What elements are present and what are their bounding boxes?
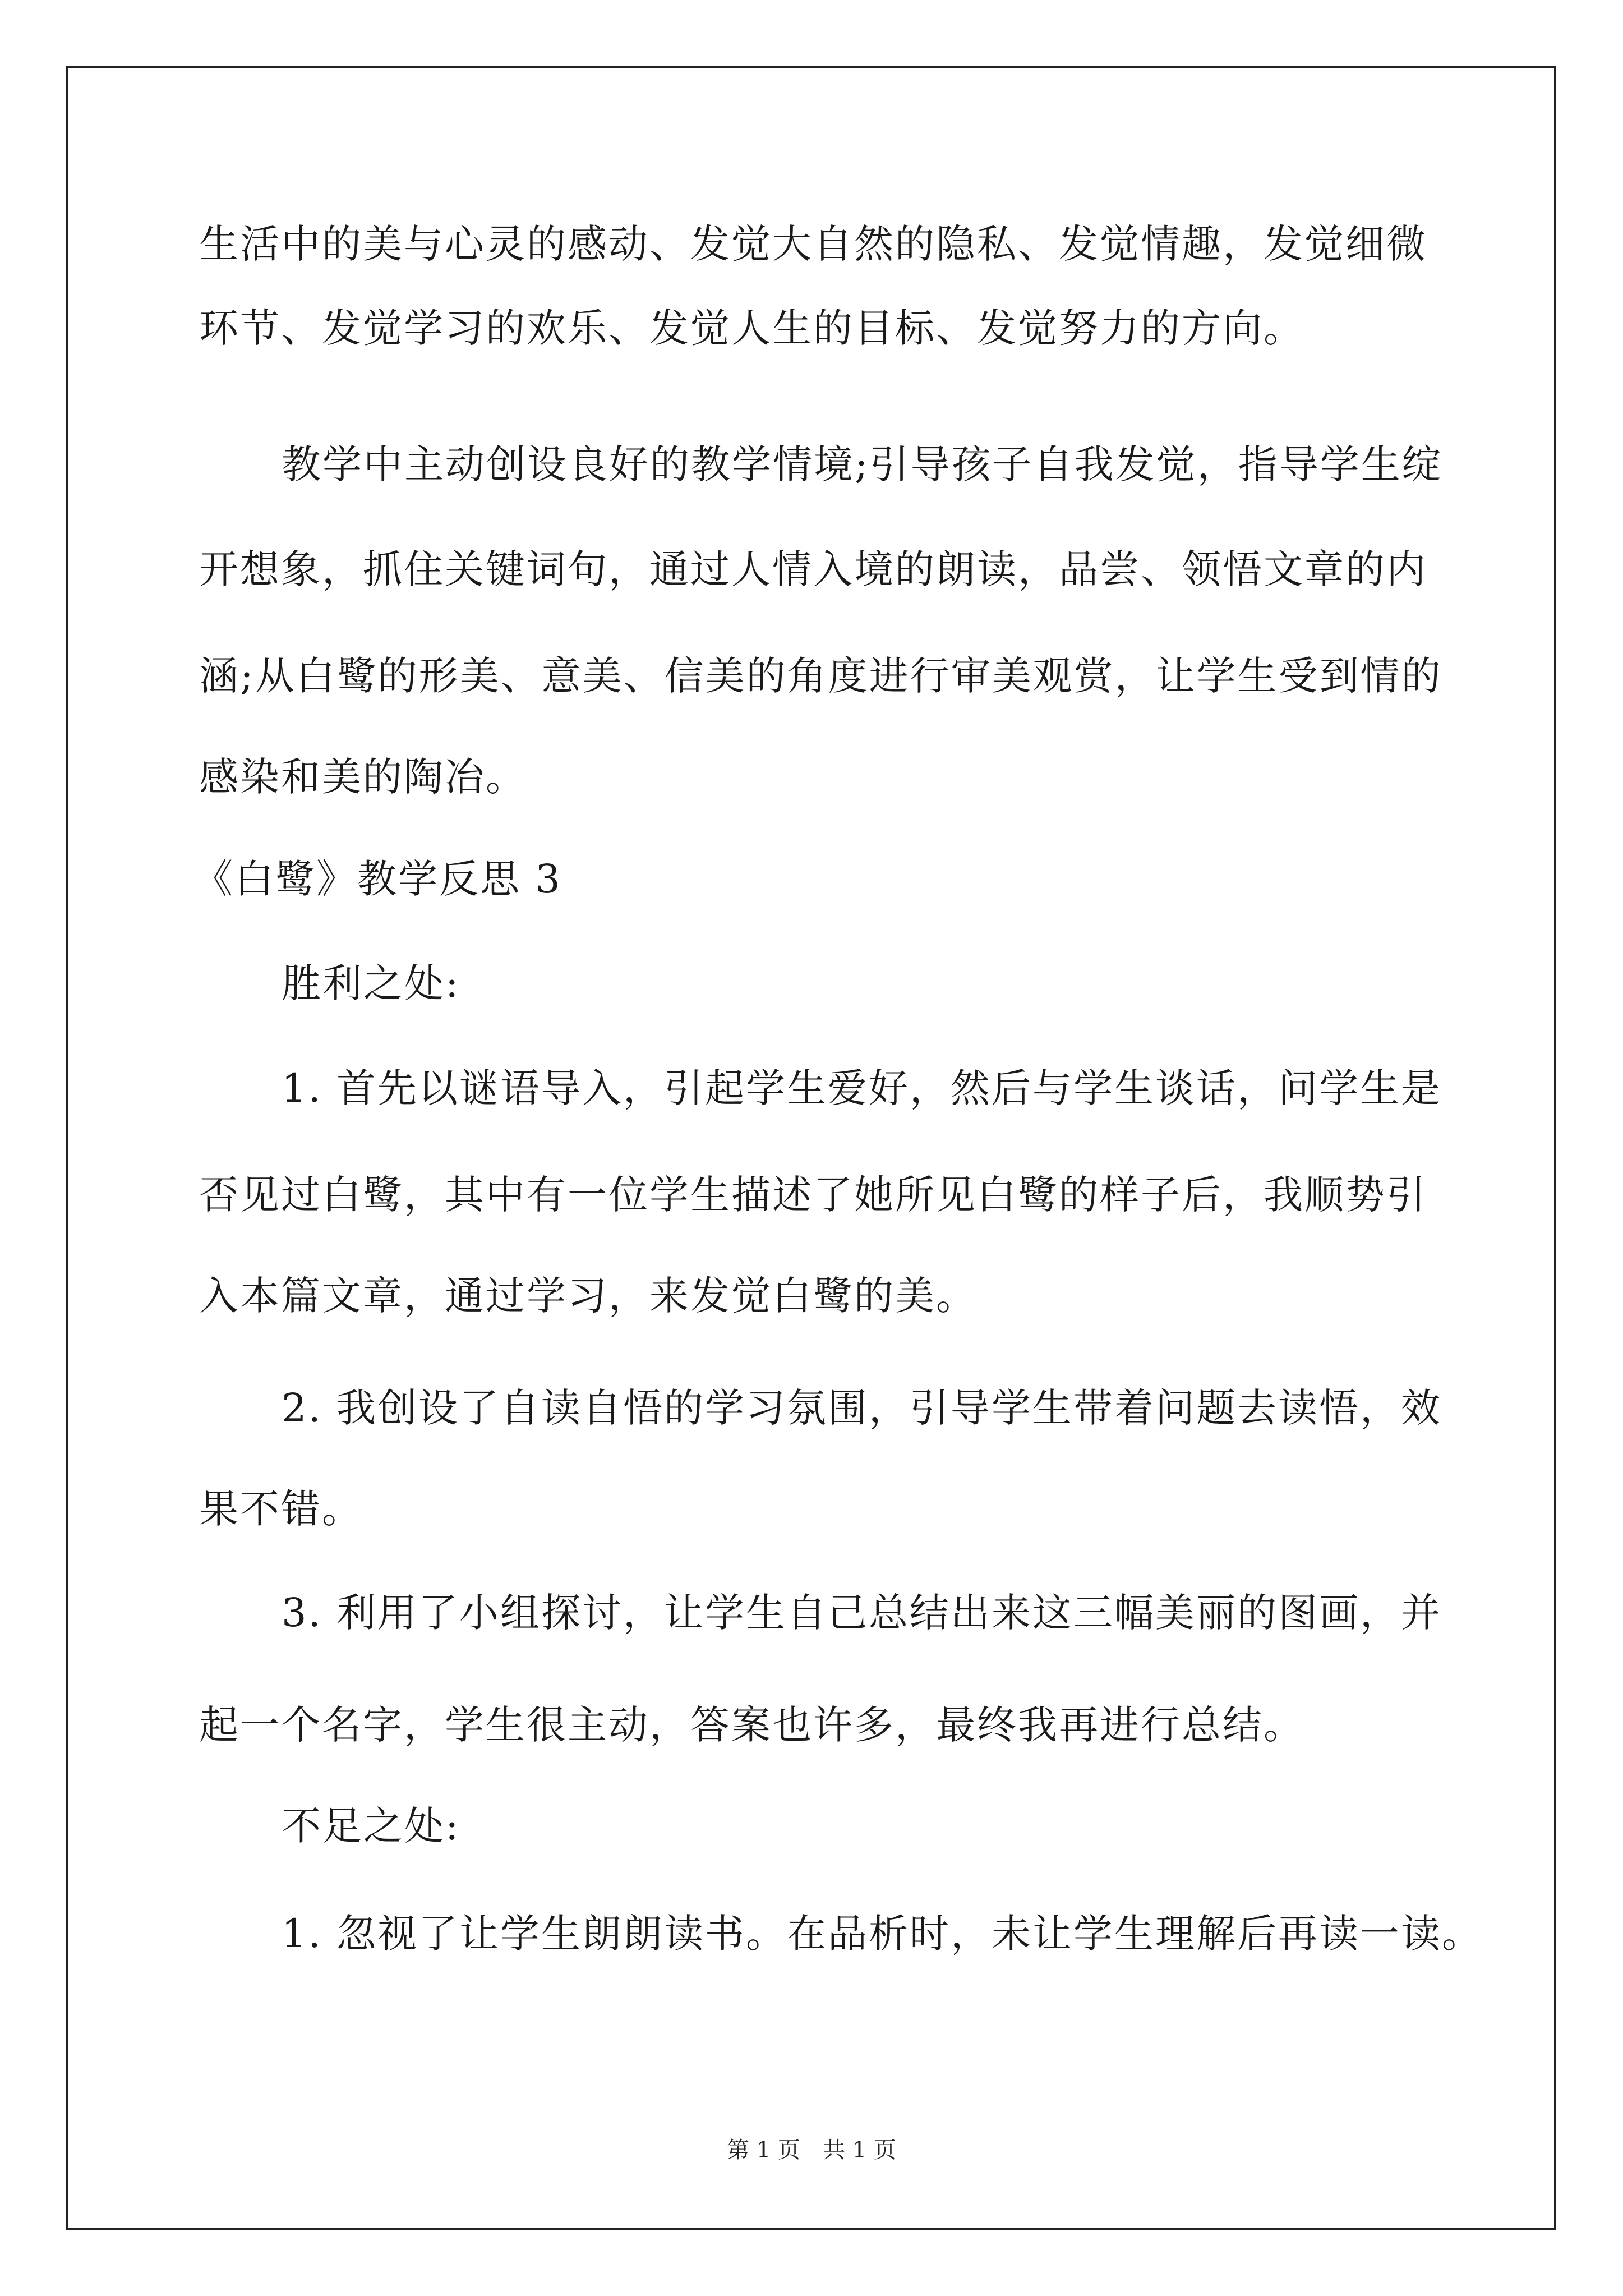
subheading: 不足之处:	[282, 1803, 460, 1849]
text-line: 感染和美的陶冶。	[199, 754, 527, 800]
text-line: 否见过白鹭，其中有一位学生描述了她所见白鹭的样子后，我顺势引	[199, 1172, 1427, 1218]
paragraph-first-line: 2. 我创设了自读自悟的学习氛围，引导学生带着问题去读悟，效	[282, 1385, 1442, 1431]
text-line: 入本篇文章，通过学习，来发觉白鹭的美。	[199, 1273, 977, 1319]
text-line: 果不错。	[199, 1486, 363, 1532]
text-line: 环节、发觉学习的欢乐、发觉人生的目标、发觉努力的方向。	[199, 305, 1304, 351]
text-line: 生活中的美与心灵的感动、发觉大自然的隐私、发觉情趣，发觉细微	[199, 221, 1427, 267]
text-line: 起一个名字，学生很主动，答案也许多，最终我再进行总结。	[199, 1702, 1304, 1748]
text-line: 涵;从白鹭的形美、意美、信美的角度进行审美观赏，让学生受到情的	[199, 653, 1442, 699]
paragraph-first-line: 教学中主动创设良好的教学情境;引导孩子自我发觉，指导学生绽	[282, 441, 1443, 487]
page-border	[66, 66, 1556, 2230]
paragraph-first-line: 1. 忽视了让学生朗朗读书。在品析时，未让学生理解后再读一读。	[282, 1911, 1483, 1957]
page-number: 第 1 页 共 1 页	[727, 2137, 896, 2163]
text-line: 开想象，抓住关键词句，通过人情入境的朗读，品尝、领悟文章的内	[199, 546, 1427, 592]
subheading: 胜利之处:	[282, 960, 460, 1006]
paragraph-first-line: 3. 利用了小组探讨，让学生自己总结出来这三幅美丽的图画，并	[282, 1590, 1442, 1636]
paragraph-first-line: 1. 首先以谜语导入，引起学生爱好，然后与学生谈话，问学生是	[282, 1065, 1442, 1111]
section-heading: 《白鹭》教学反思 3	[193, 856, 562, 902]
